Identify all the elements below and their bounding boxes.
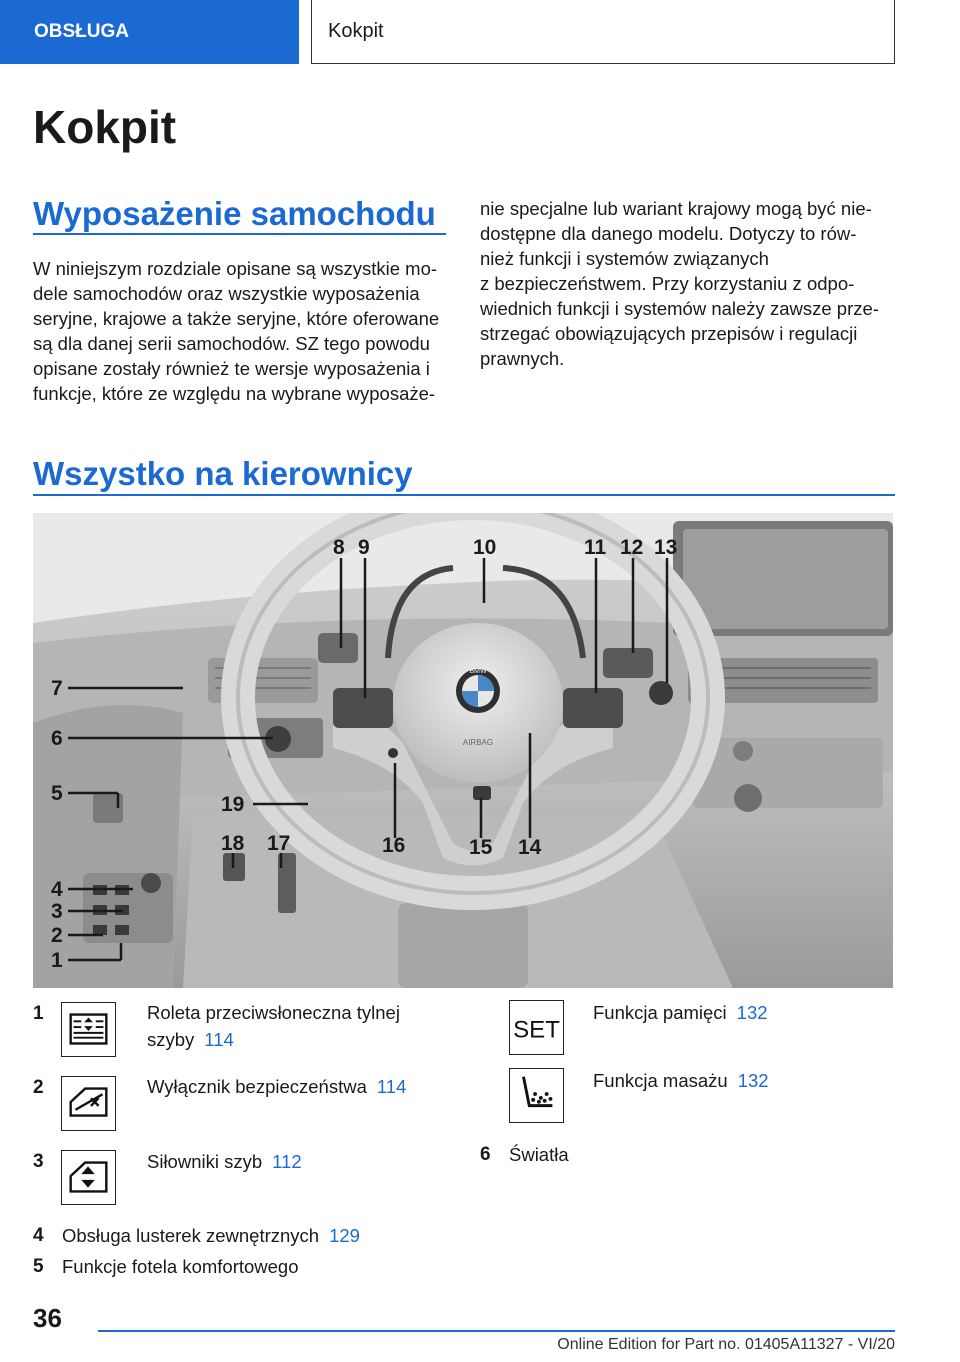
set-memory-icon [509,1000,564,1055]
legend-text: szyby [147,1029,195,1050]
section-heading-steering: Wszystko na kierownicy [33,455,413,492]
legend-item-rear-blind [147,999,400,1053]
callout-10: 10 [473,536,497,559]
callout-16: 16 [382,834,406,857]
text-line: prawnych. [480,348,565,369]
legend-text: Światła [509,1144,569,1165]
set-icon-text: SET [513,1016,560,1044]
airbag-label: AIRBAG [462,738,494,747]
text-line: funkcje, które ze względu na wybrane wyposaże‐ [33,383,436,404]
callout-1: 1 [51,949,63,972]
footer-rule [98,1330,895,1332]
callout-15: 15 [469,836,493,859]
legend-item-massage [593,1067,769,1094]
legend-item-mirrors [62,1222,360,1249]
legend-item-window-lifters [147,1148,302,1175]
page-ref-link[interactable]: 129 [329,1225,360,1246]
text-line: nie specjalne lub wariant krajowy mogą być nie‐ [480,198,872,219]
callout-19: 19 [221,793,245,816]
legend-number: 2 [33,1077,44,1098]
legend-text: Funkcja pamięci [593,1002,727,1023]
heading-rule [33,233,446,235]
page-ref-link[interactable]: 114 [204,1029,234,1050]
text-line: wiednich funkcji i systemów należy zawsze prze‐ [480,298,879,319]
legend-text: Obsługa lusterek zewnętrznych [62,1225,320,1246]
callout-9: 9 [358,536,370,559]
callout-18: 18 [221,832,245,855]
callout-6: 6 [51,727,63,750]
safety-switch-icon [61,1076,116,1131]
chapter-label: Kokpit [328,20,384,42]
page-ref-link[interactable]: 132 [736,1002,768,1023]
intro-column-2 [480,196,900,371]
text-line: są dla danej serii samochodów. SZ tego powodu [33,333,430,354]
legend-text: Wyłącznik bezpieczeństwa [147,1076,367,1097]
window-lifter-icon [61,1150,116,1205]
chapter-tab[interactable] [311,0,895,64]
text-line: opisane zostały również te wersje wyposażenia i [33,358,430,379]
intro-column-1 [33,256,453,406]
text-line: nież funkcji i systemów związanych [480,248,769,269]
callout-14: 14 [518,836,542,859]
text-line: W niniejszym rozdziale opisane są wszystkie mo‐ [33,258,438,279]
cockpit-illustration [33,513,893,988]
legend-text: Roleta przeciwsłoneczna tylnej [147,1002,400,1023]
text-line: dele samochodów oraz wszystkie wyposażenia [33,283,420,304]
legend-number: 6 [480,1144,491,1165]
page-title: Kokpit [33,101,177,153]
section-heading-equipment: Wyposażenie samochodu [33,195,436,232]
page-ref-link[interactable]: 132 [737,1070,769,1091]
text-line: z bezpieczeństwem. Przy korzystaniu z odpo‐ [480,273,855,294]
callout-17: 17 [267,832,291,855]
callout-13: 13 [654,536,678,559]
section-tab[interactable]: OBSŁUGA [0,0,299,64]
legend-text: Siłowniki szyb [147,1151,263,1172]
callout-12: 12 [620,536,644,559]
legend-number: 1 [33,1003,44,1024]
legend-item-comfort-seat [62,1253,299,1280]
rear-blind-icon [61,1002,116,1057]
legend-item-lights [509,1141,569,1168]
callout-8: 8 [333,536,345,559]
callout-4: 4 [51,878,63,901]
legend-item-memory [593,999,768,1026]
footer-edition: Online Edition for Part no. 01405A11327 - VI/20 [557,1336,895,1353]
page-number: 36 [33,1303,62,1333]
callout-5: 5 [51,782,63,805]
text-line: seryjne, krajowe a także seryjne, które oferowane [33,308,440,329]
callout-7: 7 [51,677,63,700]
text-line: strzegać obowiązujących przepisów i regulacji [480,323,858,344]
legend-item-safety-switch [147,1073,406,1100]
cockpit-photo [33,513,893,988]
page-ref-link[interactable]: 112 [272,1151,302,1172]
heading-rule [33,494,895,496]
callout-2: 2 [51,924,63,947]
massage-seat-icon [509,1068,564,1123]
callout-3: 3 [51,900,63,923]
legend-number: 4 [33,1225,44,1246]
page-ref-link[interactable]: 114 [376,1076,407,1097]
legend-number: 3 [33,1151,44,1172]
callout-11: 11 [584,536,607,559]
text-line: dostępne dla danego modelu. Dotyczy to rów‐ [480,223,857,244]
legend-text: Funkcja masażu [593,1070,728,1091]
bmw-logo-text: BMW [469,668,487,675]
legend-text: Funkcje fotela komfortowego [62,1256,299,1277]
legend-number: 5 [33,1256,44,1277]
